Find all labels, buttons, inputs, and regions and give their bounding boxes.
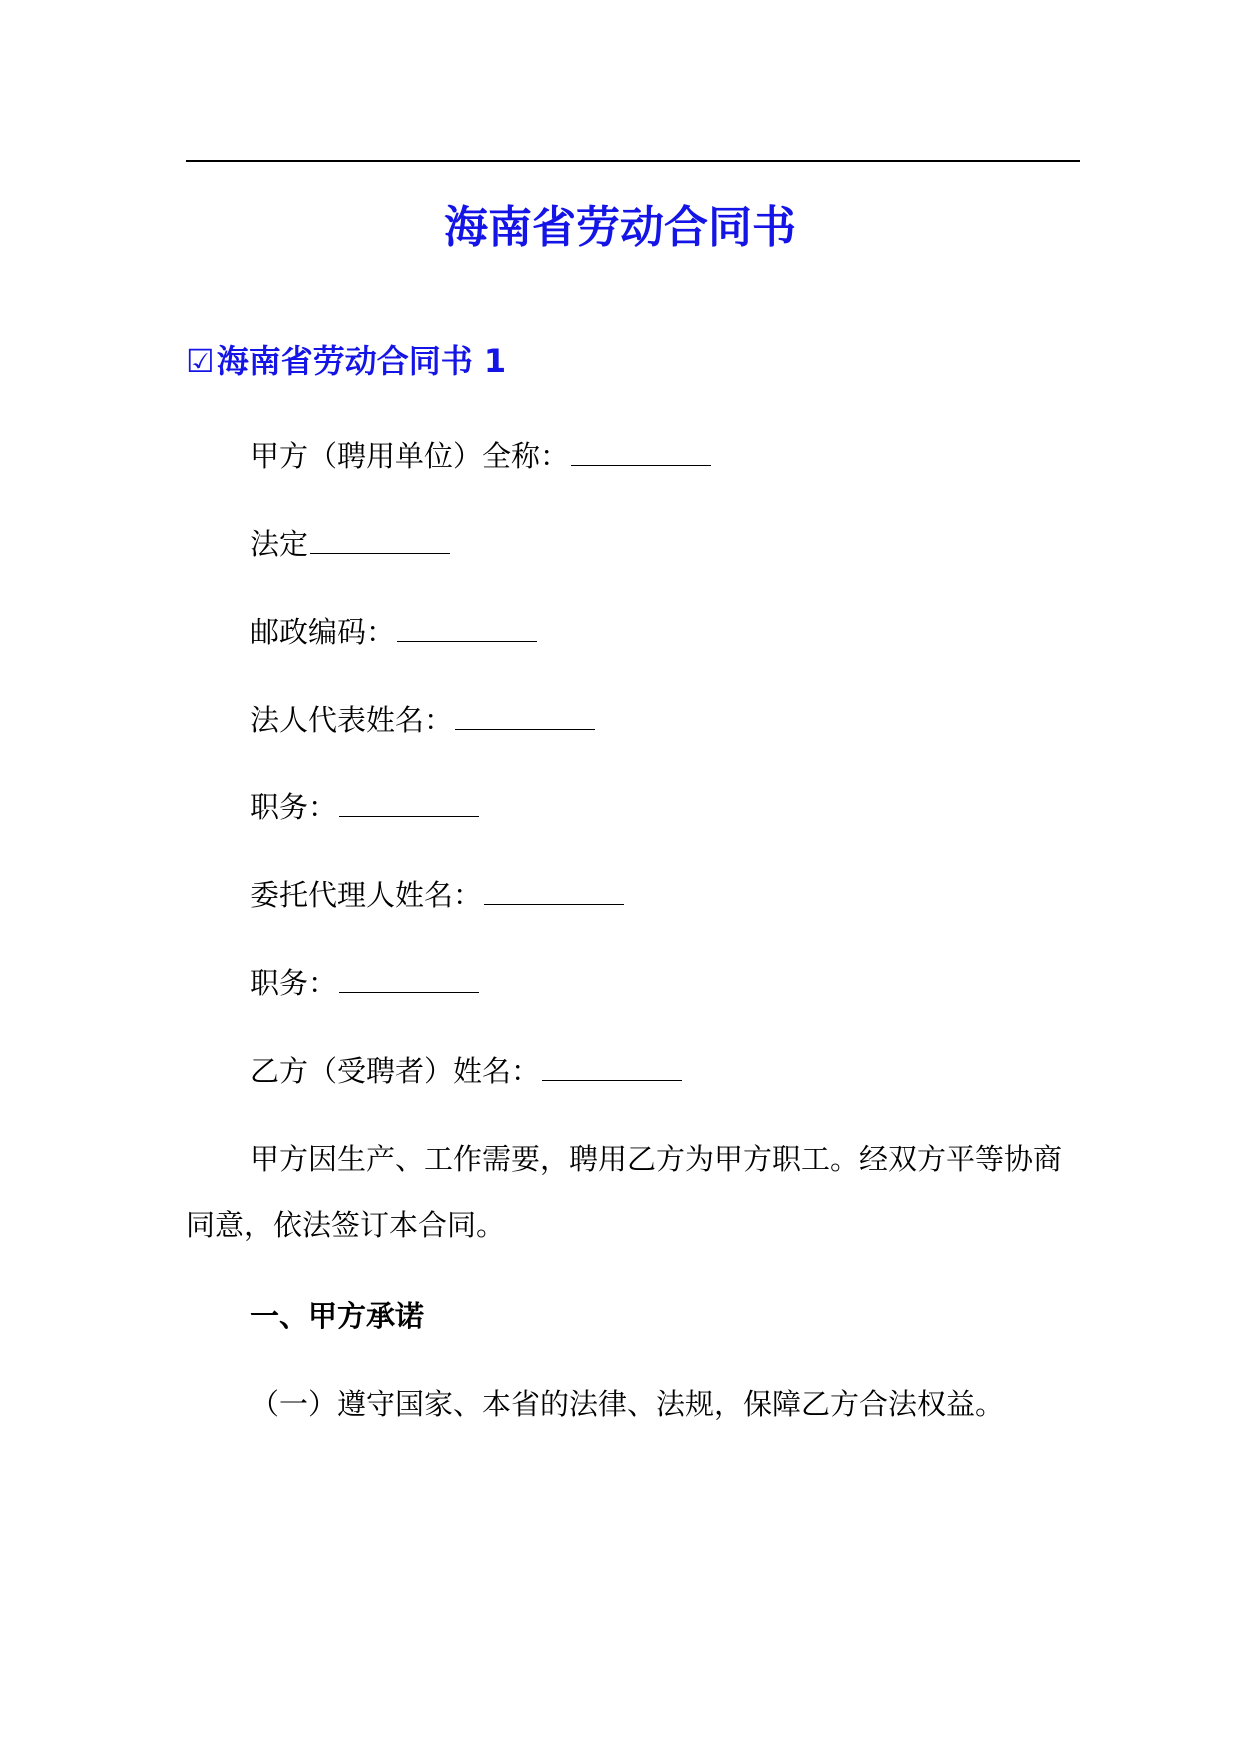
subheading-party-a-commitments: 一、甲方承诺 — [250, 1299, 425, 1333]
field-agent-name — [250, 875, 624, 915]
fill-blank[interactable] — [397, 617, 537, 642]
intro-paragraph: 甲方因生产、工作需要，聘用乙方为甲方职工。经双方平等协商同意，依法签订本合同。 — [186, 1142, 1063, 1242]
fill-blank[interactable] — [455, 705, 595, 730]
clause-1: （一）遵守国家、本省的法律、法规，保障乙方合法权益。 — [250, 1387, 1005, 1421]
field-party-a-name — [250, 436, 711, 476]
field-label: 法人代表姓名： — [250, 703, 454, 737]
field-label: 甲方（聘用单位）全称： — [250, 439, 570, 473]
field-label: 职务： — [250, 790, 338, 824]
field-label: 职务： — [250, 966, 338, 1000]
fill-blank[interactable] — [339, 792, 479, 817]
field-postal-code — [250, 612, 537, 652]
section-heading — [186, 338, 506, 384]
fill-blank[interactable] — [484, 880, 624, 905]
field-legal — [250, 524, 450, 564]
field-legal-rep-name — [250, 700, 595, 740]
fill-blank[interactable] — [310, 529, 450, 554]
header-rule — [186, 160, 1080, 162]
field-party-b-name — [250, 1051, 682, 1091]
section-heading-text: 海南省劳动合同书 1 — [216, 342, 507, 380]
field-label: 法定 — [250, 527, 309, 561]
check-box-icon: ☑ — [186, 342, 215, 380]
field-label: 邮政编码： — [250, 615, 396, 649]
fill-blank[interactable] — [339, 968, 479, 993]
field-position-2 — [250, 963, 479, 1003]
field-position-1 — [250, 787, 479, 827]
fill-blank[interactable] — [571, 441, 711, 466]
fill-blank[interactable] — [542, 1056, 682, 1081]
document-title: 海南省劳动合同书 — [444, 202, 796, 253]
field-label: 委托代理人姓名： — [250, 878, 483, 912]
field-label: 乙方（受聘者）姓名： — [250, 1054, 541, 1088]
